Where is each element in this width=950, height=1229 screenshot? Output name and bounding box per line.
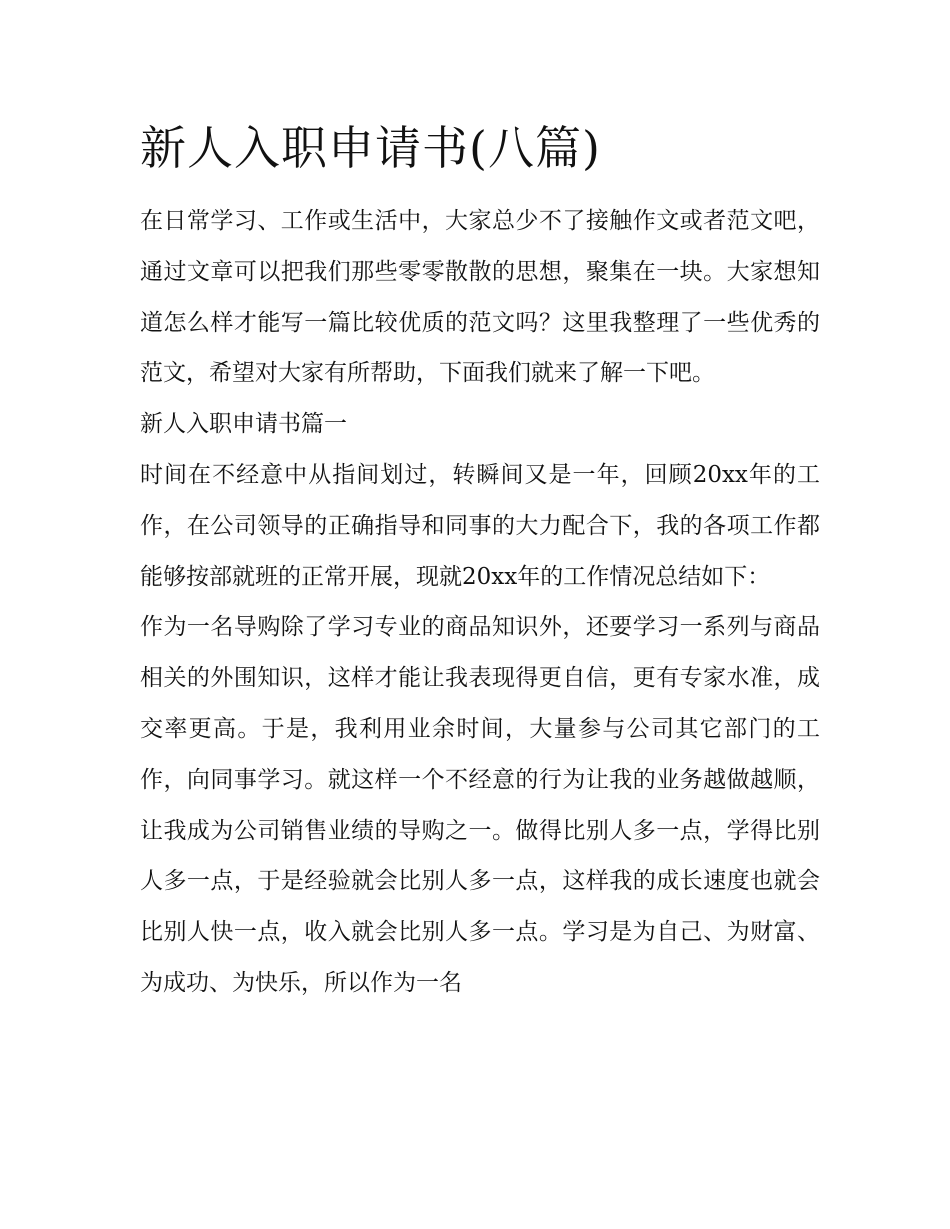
body-paragraph: 时间在不经意中从指间划过，转瞬间又是一年，回顾20xx年的工作，在公司领导的正确指导和同事的大力配合下，我的各项工作都能够按部就班的正常开展，现就20xx年的工作情况总结如下：	[140, 461, 820, 590]
section-heading: 新人入职申请书篇一	[140, 411, 347, 438]
body-paragraph: 作为一名导购除了学习专业的商品知识外，还要学习一系列与商品相关的外围知识，这样才能让我表现得更自信，更有专家水准，成交率更高。于是，我利用业余时间，大量参与公司其它部门的工作，向同事学习。就这样一个不经意的行为让我的业务越做越顺，让我成为公司销售业绩的导购之一。做得比别人多一点，学得比别人多一点，于是经验就会比别人多一点，这样我的成长速度也就会比别人快一点，收入就会比别人多一点。学习是为自己、为财富、为成功、为快乐，所以作为一名	[140, 614, 820, 996]
intro-paragraph: 在日常学习、工作或生活中，大家总少不了接触作文或者范文吧，通过文章可以把我们那些零零散散的思想，聚集在一块。大家想知道怎么样才能写一篇比较优质的范文吗？这里我整理了一些优秀的范文，希望对大家有所帮助，下面我们就来了解一下吧。	[140, 208, 820, 387]
document-body	[140, 196, 820, 1009]
document-title: 新人入职申请书(八篇)	[140, 121, 601, 175]
